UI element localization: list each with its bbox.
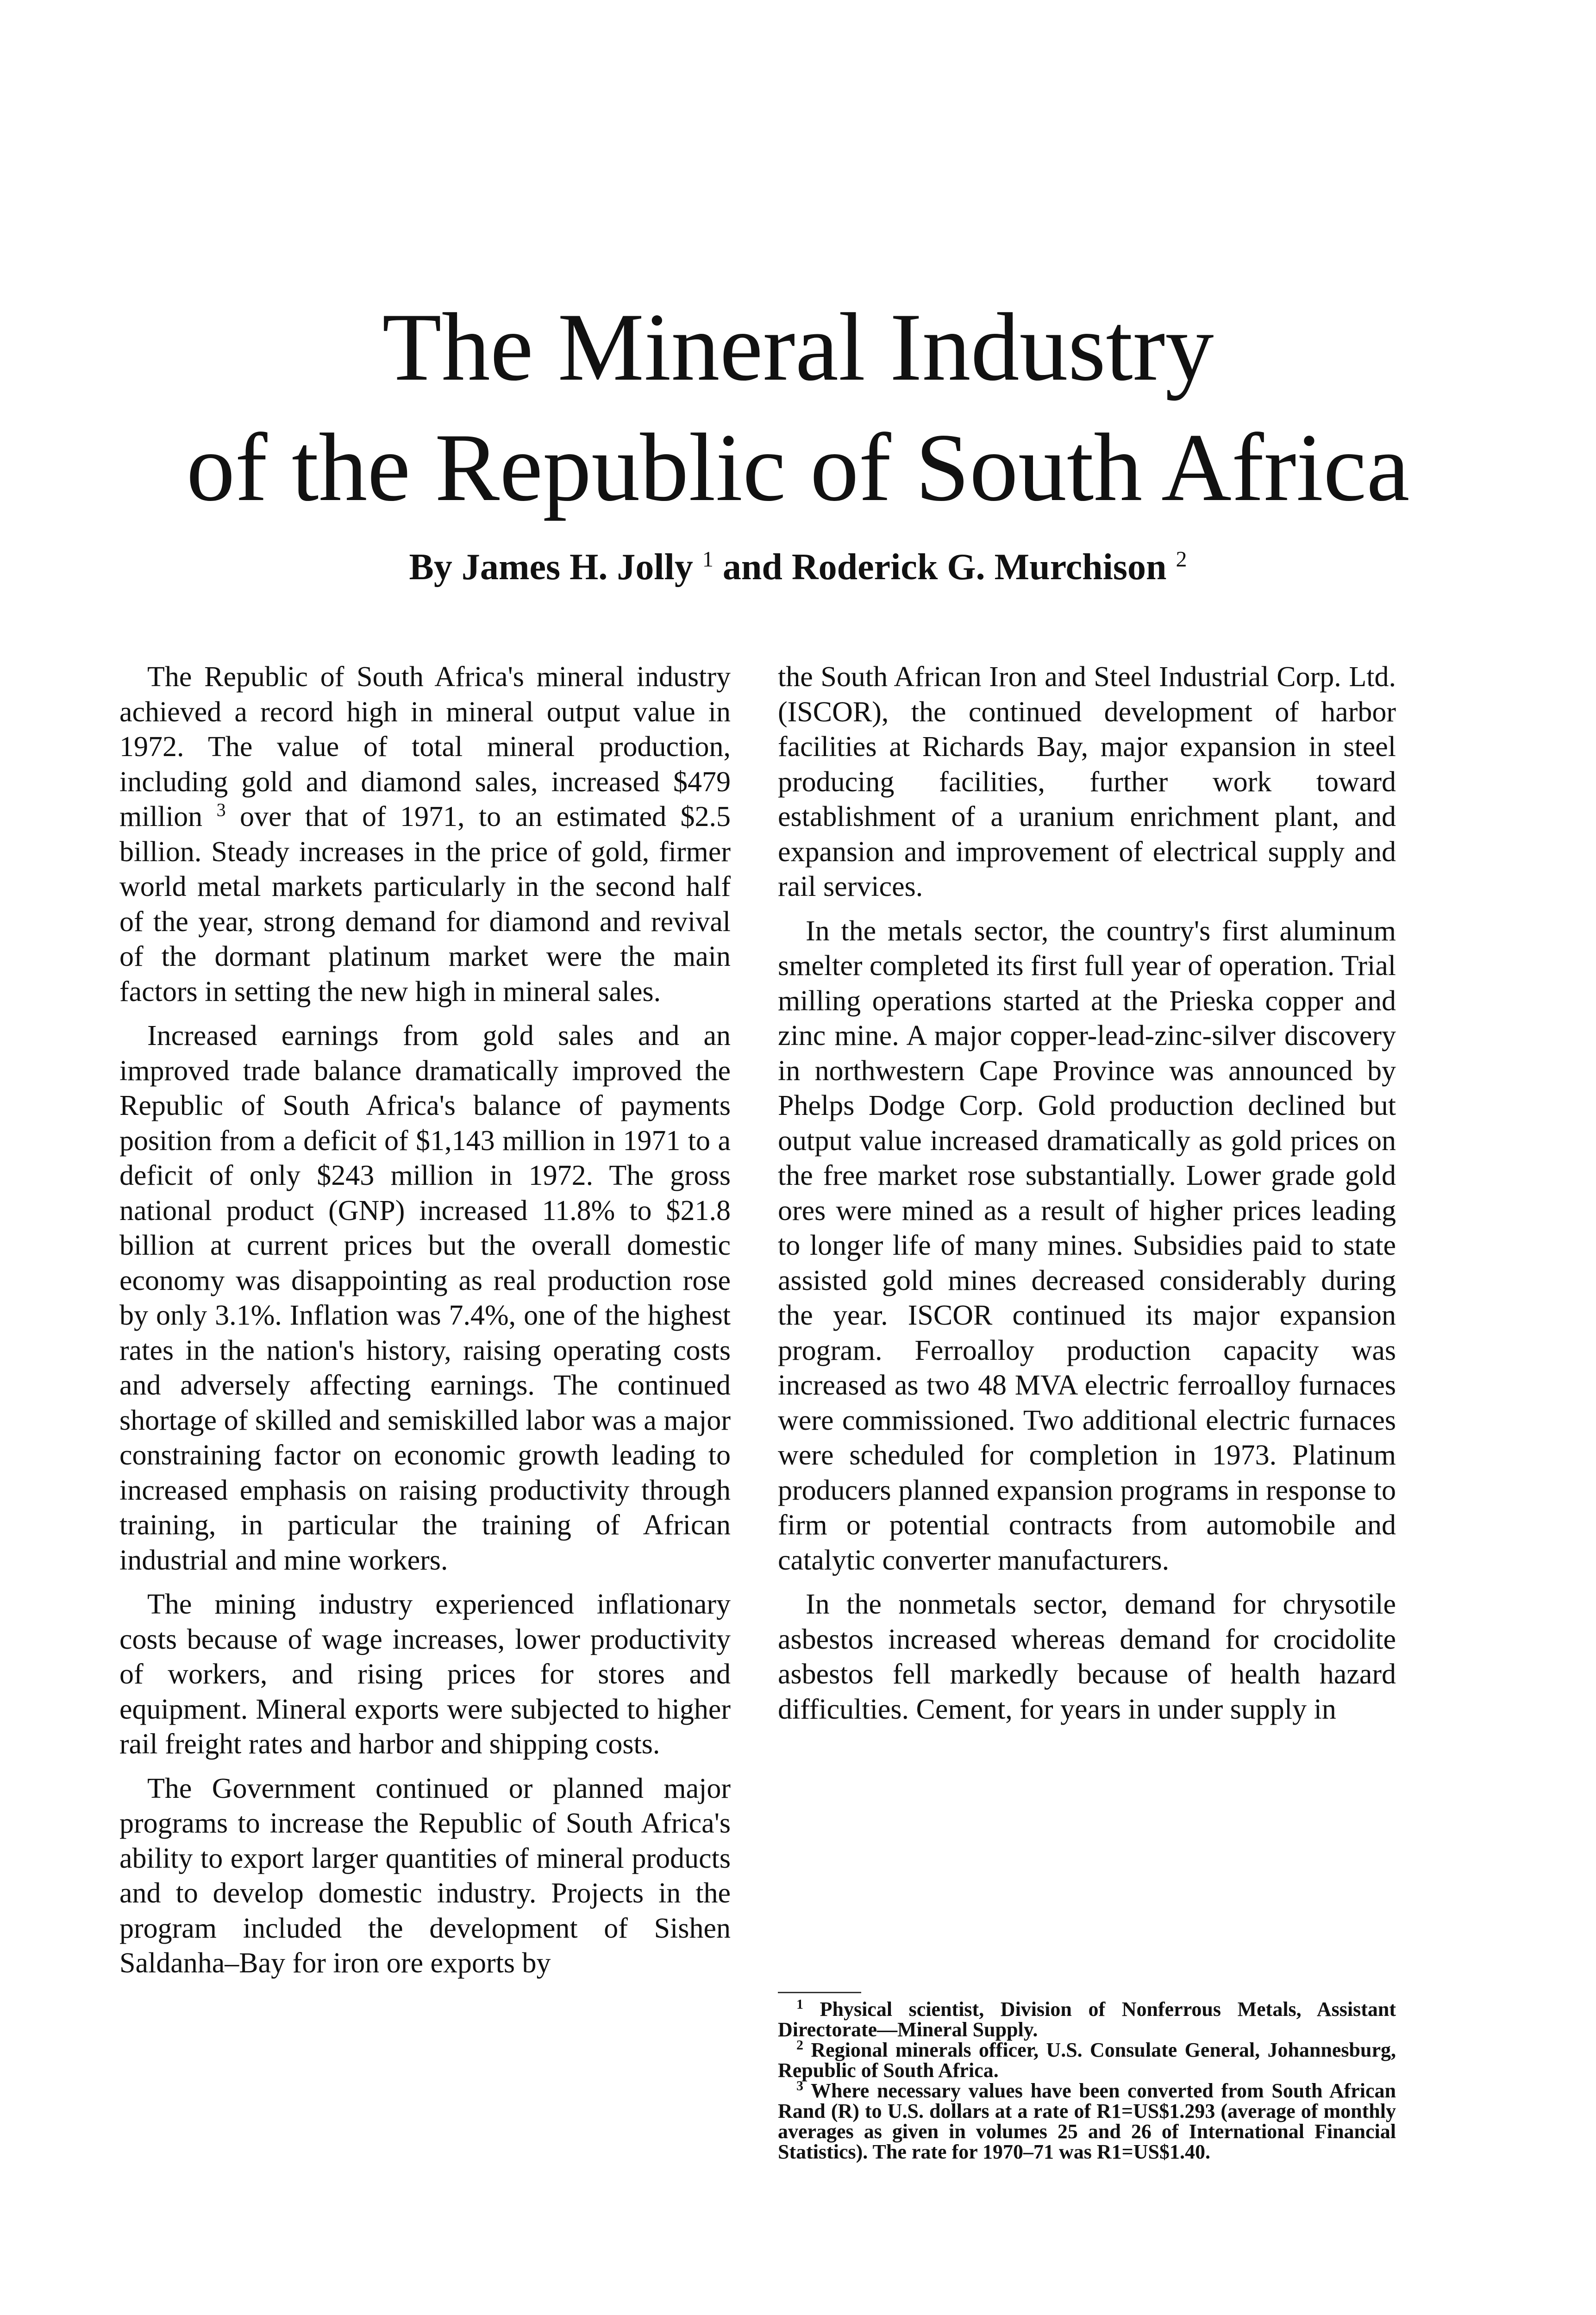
paragraph-3: The mining industry experienced inflationary costs because of wage increases, lower productivity of workers, and rising prices for stores and equipment. Mineral exports were subjected to higher rail freight rates and harbor and shipping costs. <box>119 1589 731 1760</box>
paragraph-1 <box>119 660 731 1009</box>
paragraph-6: In the metals sector, the country's first aluminum smelter completed its first full year of operation. Trial milling operations started at the Prieska copper and zinc mine. A major copper-lead-zinc-silver discovery in northwestern Cape Province was announced by Phelps Dodge Corp. Gold production declined but output value increased dramatically as gold prices on the free market rose substantially. Lower grade gold ores were mined as a result of higher prices leading to longer life of many mines. Subsidies paid to state assisted gold mines decreased considerably during the year. ISCOR continued its major expansion program. Ferroalloy production capacity was increased as two 48 MVA electric ferroalloy furnaces were commissioned. Two additional electric furnaces were scheduled for completion in 1973. Platinum producers planned expansion programs in response to firm or potential contracts from automobile and catalytic converter manufacturers. <box>778 915 1396 1576</box>
footnote-1-marker: 1 <box>796 1996 803 2012</box>
footnote-1-text: Physical scientist, Division of Nonferrous Metals, Assistant Directorate—Mineral Supply. <box>778 1998 1396 2041</box>
footnote-3-text: Where necessary values have been converted from South African Rand (R) to U.S. dollars at a rate of R1=US$1.293 (average of monthly averages as given in volumes 25 and 26 of International Financial Statistics). The rate for 1970–71 was R1=US$1.40. <box>778 2079 1396 2163</box>
paragraph-5: the South African Iron and Steel Industrial Corp. Ltd. (ISCOR), the continued development of harbor facilities at Richards Bay, major expansion in steel producing facilities, further work toward establishment of a uranium enrichment plant, and expansion and improvement of electrical supply and rail services. <box>778 661 1396 902</box>
footnotes <box>778 1996 1396 2163</box>
paragraph-7: In the nonmetals sector, demand for chrysotile asbestos increased whereas demand for crocidolite asbestos fell markedly because of health hazard difficulties. Cement, for years in under supply in <box>778 1589 1396 1725</box>
footnote-1 <box>778 1996 1396 2041</box>
footnote-divider <box>778 1992 861 1993</box>
byline-prefix: By James H. Jolly <box>409 547 693 588</box>
paragraph-4: The Government continued or planned major programs to increase the Republic of South Africa's ability to export larger quantities of mineral products and to develop domestic industry. Projects in the program included the development of Sishen Saldanha–Bay for iron ore exports by <box>119 1772 731 1979</box>
title-line-1: The Mineral Industry <box>382 294 1214 401</box>
footnote-2 <box>778 2037 1396 2082</box>
title-line-2: of the Republic of South Africa <box>186 414 1410 521</box>
paragraph-1-part-a: The Republic of South Africa's mineral industry achieved a record high in mineral output value in 1972. The value of total mineral production, including gold and diamond sales, increased $479 million <box>119 661 731 832</box>
article-title <box>0 287 1596 528</box>
footnote-2-marker: 2 <box>796 2037 803 2053</box>
byline-connector: and Roderick G. Murchison <box>722 547 1167 588</box>
footnote-ref-3: 3 <box>216 799 226 820</box>
right-column <box>778 660 1396 1736</box>
footnote-3 <box>778 2078 1396 2163</box>
author-byline <box>0 542 1596 593</box>
paragraph-1-part-b: over that of 1971, to an estimated $2.5 billion. Steady increases in the price of gold, firmer world metal markets particularly in the second half of the year, strong demand for diamond and revival of the dormant platinum market were the main factors in setting the new high in mineral sales. <box>119 801 731 1007</box>
footnote-3-marker: 3 <box>796 2078 803 2094</box>
footnote-2-text: Regional minerals officer, U.S. Consulate General, Johannesburg, Republic of South Africa. <box>778 2039 1396 2082</box>
paragraph-2: Increased earnings from gold sales and an improved trade balance dramatically improved the Republic of South Africa's balance of payments position from a deficit of $1,143 million in 1971 to a deficit of only $243 million in 1972. The gross national product (GNP) increased 11.8% to $21.8 billion at current prices but the overall domestic economy was disappointing as real production rose by only 3.1%. Inflation was 7.4%, one of the highest rates in the nation's history, raising operating costs and adversely affecting earnings. The continued shortage of skilled and semiskilled labor was a major constraining factor on economic growth leading to increased emphasis on raising productivity through training, in particular the training of African industrial and mine workers. <box>119 1020 731 1576</box>
footnote-ref-2: 2 <box>1176 547 1187 572</box>
footnote-ref-1: 1 <box>702 547 714 572</box>
left-column <box>119 660 731 1990</box>
